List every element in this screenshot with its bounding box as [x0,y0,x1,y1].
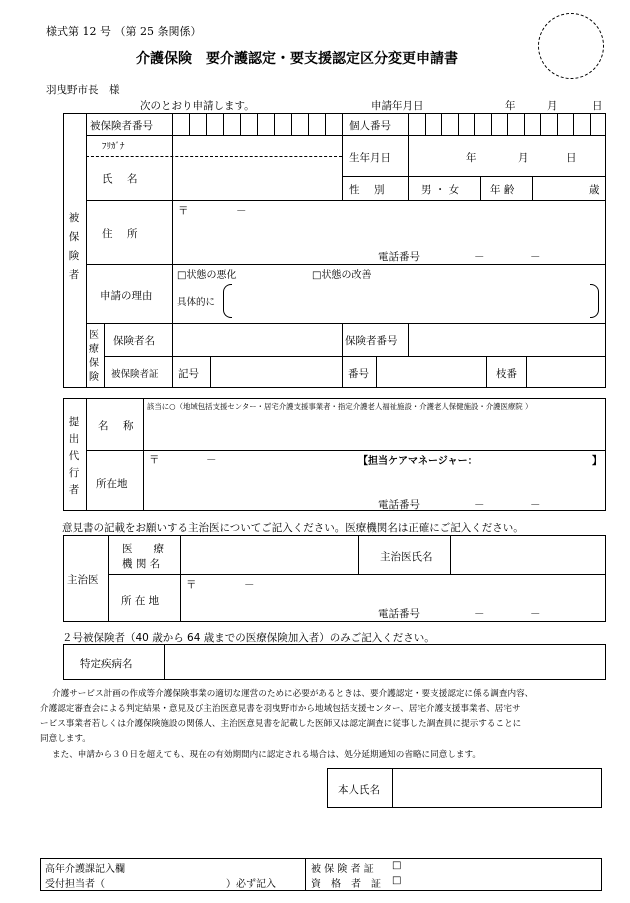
digit-cell-divider [573,113,574,135]
digit-cell-divider [425,113,426,135]
digit-cell-divider [257,113,258,135]
agent-postal-mark: 〒 [149,454,160,466]
consent-line-5: また、申請から３０日を超えても、現在の有効期間内に認定される場合は、処分延期通知の省略に同意します。 [52,750,482,760]
digit-cell-divider [308,113,309,135]
vertical-label-char: 療 [89,344,99,355]
reason-better-checkbox[interactable]: □状態の改善 [312,270,372,281]
qualification-checkbox[interactable]: □ [392,875,402,886]
branch-label: 枝番 [496,368,517,380]
birth-month: 月 [518,152,529,164]
consent-line-1: 介護サービス計画の作成等介護保険事業の適切な運営のために必要があるときは、要介護認定・要支援認定に係る調査内容、 [52,689,534,699]
card-label: 被 保 険 者 証 [311,864,374,875]
postal-mark: 〒 [178,205,189,217]
digit-cell-divider [540,113,541,135]
consent-line-2: 介護認定審査会による判定結果・意見及び主治医意見書を羽曳野市から地域包括支援センター、居宅介護支援事業者、居宅サ [40,704,521,714]
card-checkbox[interactable]: □ [392,860,402,871]
institution-label-line1: 医 療 [122,543,164,555]
page-title: 介護保険 要介護認定・要支援認定区分変更申請書 [136,51,458,67]
digit-cell-divider [223,113,224,135]
vertical-label-char: 出 [68,433,80,445]
birth-day: 日 [566,152,577,164]
doctor-postal-mark: 〒 [186,579,197,591]
agent-postal-dash: － [206,454,217,466]
insurance-card-label: 被保険者証 [111,369,159,380]
signature-input[interactable] [396,771,598,805]
application-date-label: 申請年月日 [371,100,424,112]
vertical-label-char: 保 [89,358,99,369]
digit-cell-divider [206,113,207,135]
reason-label: 申請の理由 [100,290,153,302]
vertical-label-char: 行 [68,467,80,479]
digit-cell-divider [441,113,442,135]
care-manager-label: 【担当ケアマネージャー： [358,456,478,467]
digit-cell-divider [291,113,292,135]
agent-type-note: 該当に○（地域包括支援センター・居宅介護支援事業者・指定介護老人福祉施設・介護老人保健施設・介護医療院 ） [147,402,533,411]
digit-cell-divider [474,113,475,135]
institution-label-line2: 機 関 名 [122,558,161,570]
digit-cell-divider [240,113,241,135]
doctor-name-label: 主治医氏名 [380,551,433,563]
doctor-instruction: 意見書の記載をお願いする主治医についてご記入ください。医療機関名は正確にご記入ください。 [62,522,524,534]
consent-line-4: 同意します。 [40,734,91,744]
disease-label: 特定疾病名 [80,658,133,670]
date-year: 年 [505,100,516,112]
reason-paren-right [590,284,599,318]
doctor-phone-dash-2: － [530,608,541,620]
insured-number-label: 被保険者番号 [90,120,153,132]
care-manager-close: 】 [592,456,602,467]
vertical-label-char: 提 [68,416,80,428]
name-label: 氏 名 [102,173,140,185]
digit-cell-divider [458,113,459,135]
vertical-label-char: 険 [68,250,80,262]
signature-label: 本人氏名 [338,784,380,796]
number-field-label: 番号 [348,368,369,380]
gender-label: 性 別 [349,184,387,196]
vertical-label-char: 代 [68,450,80,462]
age-label: 年 齢 [490,184,515,196]
doctor-phone-label: 電話番号 [378,608,420,620]
agent-name-label: 名 称 [98,420,136,432]
disease-input[interactable] [168,648,600,676]
insurer-name-label: 保険者名 [113,335,155,347]
date-day: 日 [592,100,603,112]
doctor-section-label: 主治医 [67,574,99,586]
vertical-label-char: 保 [68,231,80,243]
insured-phone-label: 電話番号 [378,251,420,263]
receiver-label: 受付担当者（ [45,879,105,890]
reason-detail-input[interactable] [234,286,586,314]
digit-cell-divider [590,113,591,135]
qualification-label: 資 格 者 証 [311,879,381,890]
date-month: 月 [547,100,558,112]
receiver-close: ）必ず記入 [226,879,276,890]
intro-text: 次のとおり申請します。 [140,100,255,112]
birth-year: 年 [466,152,477,164]
agent-phone-label: 電話番号 [378,499,420,511]
digit-cell-divider [557,113,558,135]
consent-line-3: ービス事業者若しくは介護保険施設の関係人、主治医意見書を記載した医師又は認定調査に従事した調査員に提示することに [40,719,522,729]
agent-phone-dash-1: － [474,499,485,511]
disease-instruction: ２号被保険者（40 歳から 64 歳までの医療保険加入者）のみご記入ください。 [62,632,435,644]
doctor-address-label: 所 在 地 [121,595,160,607]
digit-cell-divider [507,113,508,135]
specific-label: 具体的に [177,297,216,308]
reason-worse-checkbox[interactable]: □状態の悪化 [177,270,237,281]
agent-address-label: 所在地 [96,478,128,490]
phone-dash-1: － [474,251,485,263]
gender-options[interactable]: 男 ・ 女 [421,184,460,196]
agent-phone-dash-2: － [530,499,541,511]
digit-cell-divider [274,113,275,135]
address-label: 住 所 [102,228,140,240]
digit-cell-divider [524,113,525,135]
addressee: 羽曳野市長 様 [46,84,120,96]
agent-name-input[interactable] [146,414,602,446]
office-column-title: 高年介護課記入欄 [45,864,125,875]
stamp-circle [538,13,604,79]
doctor-postal-dash: － [244,579,255,591]
age-unit: 歳 [589,184,600,196]
form-number: 様式第 12 号 （第 25 条関係） [46,25,202,38]
postal-dash: － [236,205,247,217]
doctor-phone-dash-1: － [474,608,485,620]
digit-cell-divider [491,113,492,135]
vertical-label-char: 医 [89,330,99,341]
phone-dash-2: － [530,251,541,263]
reason-paren-left [223,284,232,318]
vertical-label-char: 被 [68,212,80,224]
birthdate-label: 生年月日 [349,152,391,164]
furigana-label: ﾌﾘｶﾞﾅ [102,142,125,152]
insurer-number-label: 保険者番号 [345,335,398,347]
vertical-label-char: 者 [68,269,80,281]
vertical-label-char: 険 [89,372,99,383]
digit-cell-divider [325,113,326,135]
symbol-label: 記号 [178,368,199,380]
vertical-label-char: 者 [68,484,80,496]
personal-number-label: 個人番号 [349,120,391,132]
digit-cell-divider [189,113,190,135]
